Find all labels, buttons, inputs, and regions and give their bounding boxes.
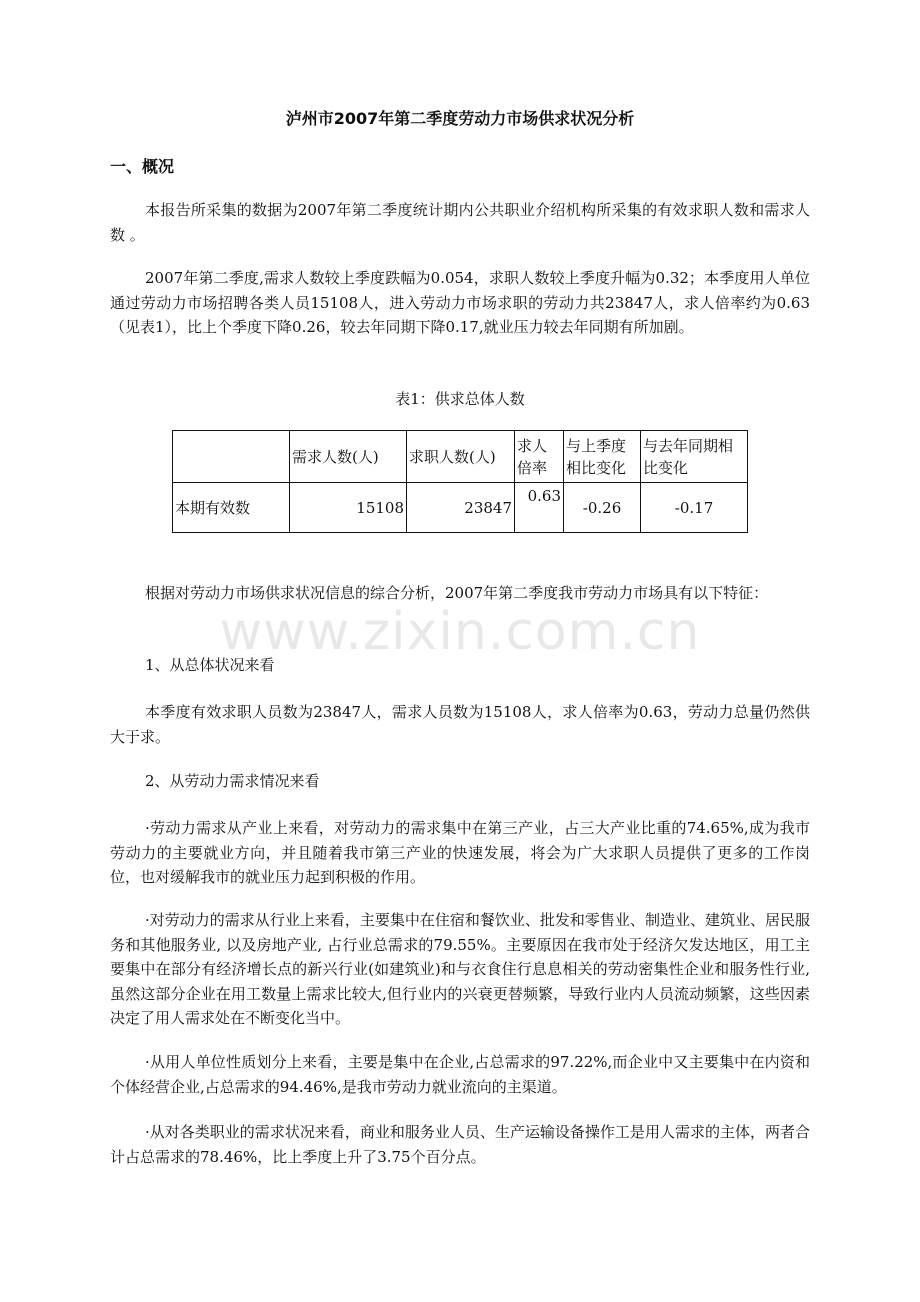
subheading-overall: 1、从总体状况来看 xyxy=(145,656,275,674)
table-header-row xyxy=(173,431,748,483)
paragraph-summary: 2007年第二季度,需求人数较上季度跌幅为0.054，求职人数较上季度升幅为0.32；本季度用人单位通过劳动力市场招聘各类人员15108人，进入劳动力市场求职的劳动力共23847人，求人倍率约为0.63（见表1），比上个季度下降0.26，较去年同期下降0.17,就业压力较去年同期有所加剧。 xyxy=(110,269,810,336)
table-caption: 表1：供求总体人数 xyxy=(395,390,525,408)
table-cell-ratio: 0.63 xyxy=(515,483,564,533)
paragraph-data-source: 本报告所采集的数据为2007年第二季度统计期内公共职业介绍机构所采集的有效求职人数和需求人数 。 xyxy=(110,201,810,244)
paragraph-overall: 本季度有效求职人员数为23847人，需求人员数为15108人，求人倍率为0.63，劳动力总量仍然供大于求。 xyxy=(110,703,810,746)
table-cell-demand: 15108 xyxy=(290,483,407,533)
table-header-cell xyxy=(173,431,290,483)
paragraph-employer-nature: ·从用人单位性质划分上来看，主要是集中在企业,占总需求的97.22%,而企业中又主要集中在内资和个体经营企业,占总需求的94.46%,是我市劳动力就业流向的主渠道。 xyxy=(110,1053,810,1096)
table-row xyxy=(173,483,748,533)
table-cell-label: 本期有效数 xyxy=(173,483,290,533)
table-header-cell: 需求人数(人) xyxy=(290,431,407,483)
subheading-demand: 2、从劳动力需求情况来看 xyxy=(145,772,320,790)
watermark-text: www.zixin.com.cn xyxy=(219,602,701,662)
table-header-cell: 求职人数(人) xyxy=(407,431,515,483)
paragraph-occupation-demand: ·从对各类职业的需求状况来看，商业和服务业人员、生产运输设备操作工是用人需求的主体，两者合计占总需求的78.46%，比上季度上升了3.75个百分点。 xyxy=(110,1123,810,1166)
table-cell-qoq-change: -0.26 xyxy=(564,483,641,533)
table-cell-yoy-change: -0.17 xyxy=(641,483,748,533)
paragraph-features-intro: 根据对劳动力市场供求状况信息的综合分析，2007年第二季度我市劳动力市场具有以下特征： xyxy=(145,584,769,602)
table-header-cell: 与上季度相比变化 xyxy=(564,431,641,483)
table-header-cell: 与去年同期相比变化 xyxy=(641,431,748,483)
paragraph-industry-detail: ·对劳动力的需求从行业上来看，主要集中在住宿和餐饮业、批发和零售业、制造业、建筑业、居民服务和其他服务业, 以及房地产业, 占行业总需求的79.55%。主要原因在我市处于经济欠发达地区，用工主要集中在部分有经济增长点的新兴行业(如建筑业)和与衣食住行息息相关的劳动密集性企业和服务性行业,虽然这部分企业在用工数量上需求比较大,但行业内的兴衰更替频繁，导致行业内人员流动频繁，这些因素决定了用人需求处在不断变化当中。 xyxy=(110,911,810,1027)
table-cell-seekers: 23847 xyxy=(407,483,515,533)
section-heading-overview: 一、概况 xyxy=(110,157,175,176)
supply-demand-table xyxy=(172,430,748,533)
paragraph-industry-sector: ·劳动力需求从产业上来看，对劳动力的需求集中在第三产业，占三大产业比重的74.65%,成为我市劳动力的主要就业方向，并且随着我市第三产业的快速发展，将会为广大求职人员提供了更多的工作岗位，也对缓解我市的就业压力起到积极的作用。 xyxy=(110,819,810,886)
table-header-cell: 求人倍率 xyxy=(515,431,564,483)
document-title: 泸州市2007年第二季度劳动力市场供求状况分析 xyxy=(285,109,635,128)
